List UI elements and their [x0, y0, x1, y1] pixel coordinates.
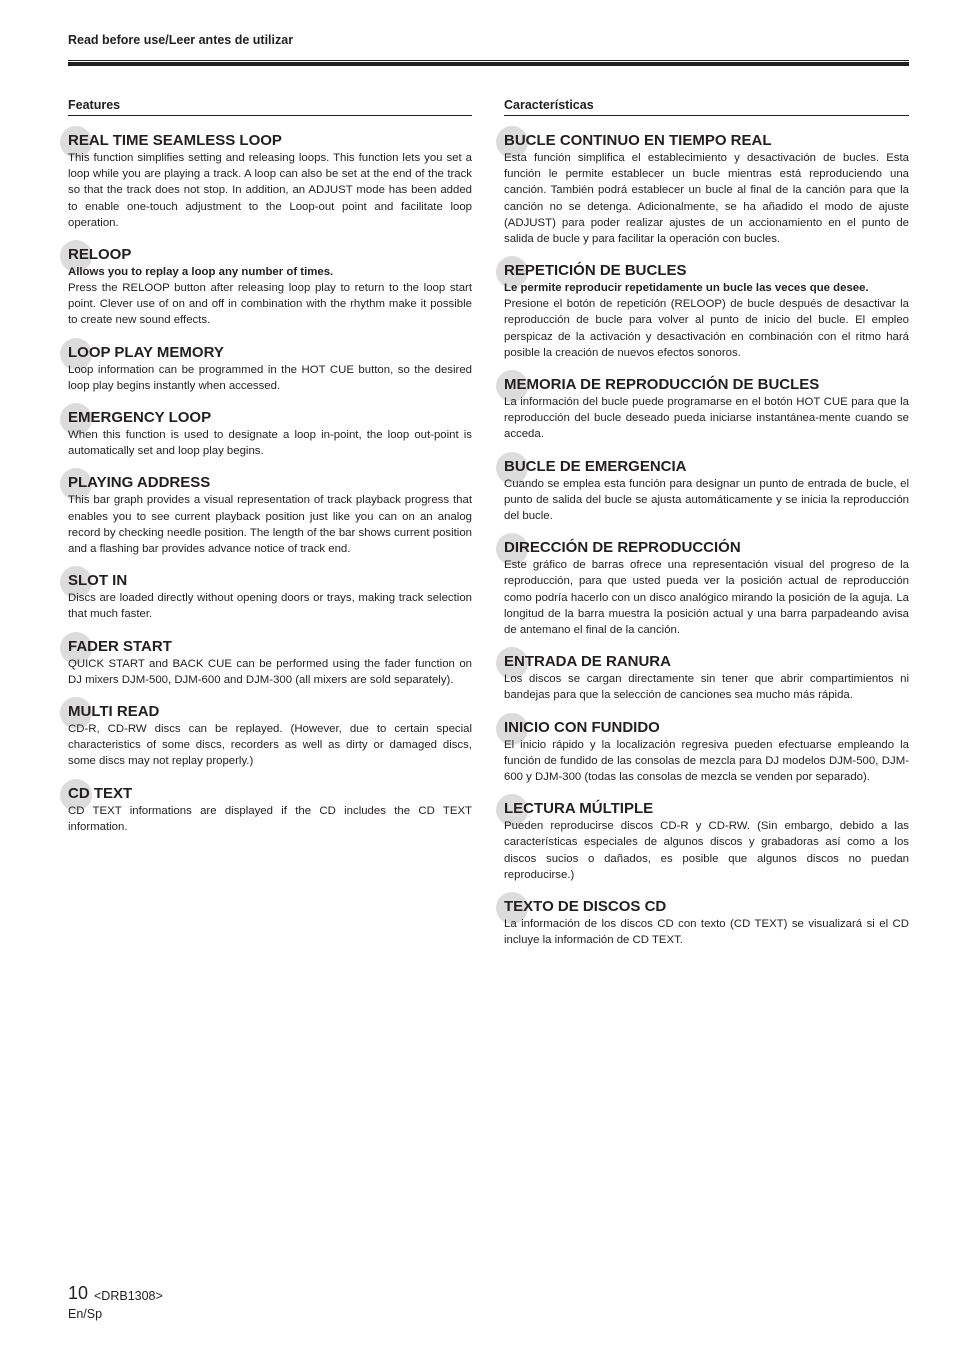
- feature-title: EMERGENCY LOOP: [68, 409, 212, 427]
- section-heading: Características: [504, 98, 909, 116]
- feature-title: SLOT IN: [68, 572, 128, 590]
- feature-title: MEMORIA DE REPRODUCCIÓN DE BUCLES: [504, 376, 820, 394]
- feature-item: [504, 800, 909, 883]
- feature-title: LOOP PLAY MEMORY: [68, 343, 224, 361]
- language-code: En/Sp: [68, 1307, 103, 1321]
- feature-description: Press the RELOOP button after releasing loop play to return to the loop start point. Clever use of on and off in combination with the rhythm make it possible to create new sound effects.: [68, 282, 472, 327]
- feature-item: [504, 458, 909, 525]
- feature-title: LECTURA MÚLTIPLE: [504, 800, 654, 818]
- feature-description: Esta función simplifica el establecimiento y desactivación de bucles. Esta función le permite establecer un bucle mientras está reproduciendo una canción. También podrá establecer un bucle al final de la canción para que la canción no se detenga. Adicionalmente, se ha añadido el modo de ajuste (ADJUST) para poder realizar ajustes de un accionamiento en el punto de salida de bucle y para facilitar la operación con bucles.: [504, 152, 909, 246]
- header-rule: [68, 62, 909, 66]
- feature-title: REAL TIME SEAMLESS LOOP: [68, 132, 282, 149]
- feature-description: Este gráfico de barras ofrece una representación visual del progreso de la reproducción, para que usted pueda ver la posición actual de reproducción como podría hacerlo con un disco analógico mirando la posición de la aguja. La longitud de la barra muestra la posición actual y una barra parpadeando avisa de antemano el final de la canción.: [504, 559, 909, 637]
- page-number: 10: [68, 1283, 89, 1303]
- feature-description: La información de los discos CD con texto (CD TEXT) se visualizará si el CD incluye la información de CD TEXT.: [504, 918, 909, 947]
- feature-item: [68, 703, 472, 770]
- document-code: <DRB1308>: [94, 1289, 163, 1303]
- feature-item: [504, 719, 909, 786]
- running-header: Read before use/Leer antes de utilizar: [68, 33, 294, 47]
- feature-title: BUCLE DE EMERGENCIA: [504, 457, 687, 475]
- feature-title: FADER START: [68, 637, 172, 655]
- feature-item: [68, 132, 472, 231]
- feature-item: [504, 132, 909, 247]
- feature-item: [68, 474, 472, 557]
- features-column-english: [68, 98, 472, 835]
- feature-item: [68, 572, 472, 622]
- feature-item: [504, 653, 909, 703]
- feature-item: [68, 344, 472, 394]
- feature-description: Los discos se cargan directamente sin tener que abrir compartimientos ni bandejas para que la selección de canciones sea mucho más rápida.: [504, 673, 909, 702]
- feature-item: [68, 785, 472, 835]
- feature-item: [504, 898, 909, 948]
- feature-item: [504, 376, 909, 443]
- feature-subtitle: Le permite reproducir repetidamente un bucle las veces que desee.: [504, 282, 869, 295]
- feature-description: When this function is used to designate a loop in-point, the loop out-point is automatically set and loop play begins.: [68, 429, 472, 458]
- feature-subtitle: Allows you to replay a loop any number of times.: [68, 266, 334, 279]
- section-heading: Features: [68, 98, 472, 116]
- feature-description: CD TEXT informations are displayed if the CD includes the CD TEXT information.: [68, 804, 472, 833]
- feature-description: La información del bucle puede programarse en el botón HOT CUE para que la reproducción del bucle deseado pueda iniciarse instantánea-mente cuando se acceda.: [504, 396, 909, 441]
- feature-description: El inicio rápido y la localización regresiva pueden efectuarse empleando la función de fundido de las consolas de mezcla para DJ modelos DJM-500, DJM-600 y DJM-300 (todas las consolas de mezcla se venden por separado).: [504, 738, 909, 784]
- feature-title: CD TEXT: [68, 784, 133, 802]
- feature-item: [68, 246, 472, 329]
- header-rule-thin: [68, 60, 909, 61]
- feature-item: [68, 409, 472, 459]
- feature-title: TEXTO DE DISCOS CD: [504, 898, 667, 916]
- feature-description: CD-R, CD-RW discs can be replayed. (However, due to certain special characteristics of some discs, recorders as well as dirty or damaged discs, some discs may not replay properly.): [68, 723, 472, 768]
- feature-description: Pueden reproducirse discos CD-R y CD-RW. (Sin embargo, debido a las características especiales de algunos discos y grabadoras así como a los discos sucios o dañados, es posible que algunos discos no puedan reproducirse.): [504, 820, 909, 881]
- feature-title: REPETICIÓN DE BUCLES: [504, 262, 687, 280]
- feature-item: [504, 539, 909, 638]
- feature-list: [504, 132, 909, 949]
- feature-title: DIRECCIÓN DE REPRODUCCIÓN: [504, 539, 741, 557]
- feature-description: QUICK START and BACK CUE can be performed using the fader function on DJ mixers DJM-500, DJM-600 and DJM-300 (all mixers are sold separately).: [68, 657, 472, 686]
- feature-title: BUCLE CONTINUO EN TIEMPO REAL: [504, 132, 772, 149]
- feature-title: MULTI READ: [68, 703, 160, 721]
- features-column-spanish: [504, 98, 909, 949]
- feature-item: [504, 262, 909, 361]
- feature-list: [68, 132, 472, 835]
- feature-title: ENTRADA DE RANURA: [504, 653, 671, 671]
- feature-description: Presione el botón de repetición (RELOOP) de bucle después de desactivar la reproducción de bucle para volver al punto de inicio del bucle. El empleo perspicaz de la activación y desactivación en combinación con el ritmo hará posible la creación de nuevos efectos sonoros.: [504, 298, 909, 359]
- feature-description: Loop information can be programmed in the HOT CUE button, so the desired loop play begins instantly when accessed.: [68, 363, 472, 392]
- feature-title: INICIO CON FUNDIDO: [504, 718, 660, 736]
- feature-item: [68, 638, 472, 688]
- feature-title: PLAYING ADDRESS: [68, 474, 211, 492]
- feature-description: Discs are loaded directly without opening doors or trays, making track selection that much faster.: [68, 592, 472, 621]
- feature-title: RELOOP: [68, 246, 132, 264]
- feature-description: This bar graph provides a visual representation of track playback progress that enables you to see current playback position just like you can on an analog record by checking needle position. The length of the bar shows current position and a flashing bar provides advance notice of track end.: [68, 494, 472, 556]
- feature-description: This function simplifies setting and releasing loops. This function lets you set a loop while you are playing a track. A loop can also be set at the end of the track so that the track does not stop. In addition, an ADJUST mode has been added to enable one-touch adjustment to the Loop-out point and facilitate loop operation.: [68, 152, 472, 229]
- feature-description: Cuando se emplea esta función para designar un punto de entrada de bucle, el punto de salida del bucle se ajusta automáticamente y se inicia la reproducción del bucle.: [504, 477, 909, 523]
